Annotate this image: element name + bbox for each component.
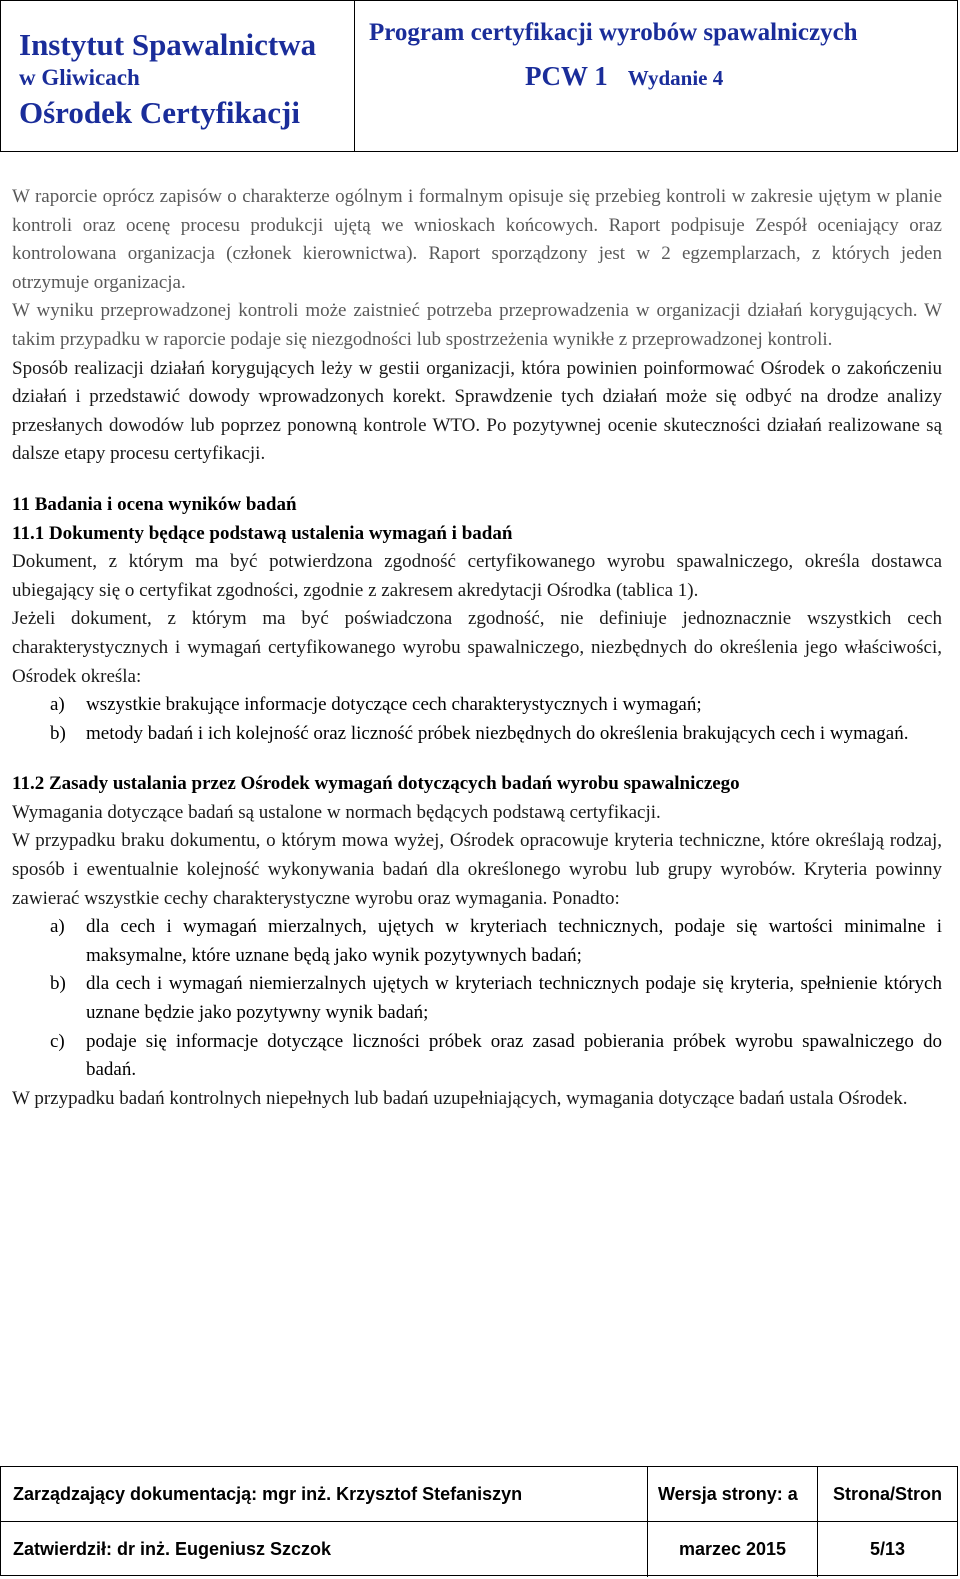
- certification-center-name: Ośrodek Certyfikacji: [19, 95, 300, 130]
- section-spacer: [12, 469, 942, 491]
- program-code-row: [525, 61, 957, 92]
- paragraph-document-basis: Dokument, z którym ma być potwierdzona zgodność certyfikowanego wyrobu spawalniczego, określa dostawca ubiegający się o certyfikat zgodności, zgodnie z zakresem akredytacji Ośrodka (tablica 1).: [12, 551, 942, 601]
- list-item-text: dla cech i wymagań mierzalnych, ujętych w kryteriach technicznych, podaje się wartości minimalne i maksymalne, które uznane będą jako wynik pozytywnych badań;: [86, 916, 942, 966]
- list-item: [12, 691, 942, 720]
- list-item-marker: c): [50, 1030, 65, 1052]
- document-footer: [0, 1466, 958, 1576]
- institute-block: [1, 1, 355, 151]
- paragraph-missing-definition: Jeżeli dokument, z którym ma być poświadczona zgodność, nie definiuje jednoznacznie wszystkich cech charakterystycznych i wymagań certyfikowanego wyrobu spawalniczego, niezbędnych do określenia jego właściwości, Ośrodek określa:: [12, 608, 942, 687]
- criteria-list: [12, 913, 942, 1085]
- list-item: [12, 1028, 942, 1085]
- list-item: [12, 970, 942, 1027]
- section-11-heading: 11 Badania i ocena wyników badań: [12, 493, 297, 515]
- date-cell: marzec 2015: [647, 1522, 817, 1577]
- list-item: [12, 720, 942, 749]
- program-title: Program certyfikacji wyrobów spawalniczych: [369, 19, 858, 46]
- section-spacer: [12, 748, 942, 770]
- document-body: [12, 183, 942, 1113]
- doc-manager-cell: Zarządzający dokumentacją: mgr inż. Krzysztof Stefaniszyn: [13, 1483, 523, 1504]
- paragraph-technical-criteria: W przypadku braku dokumentu, o którym mowa wyżej, Ośrodek opracowuje kryteria techniczne, które określają rodzaj, sposób i ewentualnie kolejność wykonywania badań dla określonego wyrobu lub grupy wyrobów. Kryteria powinny zawierać wszystkie cechy charakterystyczne wyrobu oraz wymagania. Ponadto:: [12, 830, 942, 909]
- list-item-text: podaje się informacje dotyczące liczności próbek oraz zasad pobierania próbek wyrobu spawalniczego do badań.: [86, 1030, 942, 1081]
- list-item-text: wszystkie brakujące informacje dotyczące cech charakterystycznych i wymagań;: [86, 694, 702, 716]
- gray-paragraph-block: [12, 183, 942, 355]
- paragraph-control-tests: W przypadku badań kontrolnych niepełnych lub badań uzupełniających, wymagania dotyczące badań ustala Ośrodek.: [12, 1087, 908, 1109]
- footer-row-bottom: [1, 1522, 957, 1577]
- paragraph-requirements-standards: Wymagania dotyczące badań są ustalone w normach będących podstawą certyfikacji.: [12, 801, 661, 823]
- list-item: [12, 913, 942, 970]
- page-version-cell: Wersja strony: a: [647, 1467, 817, 1521]
- footer-row-top: [1, 1467, 957, 1522]
- list-item-marker: a): [50, 694, 65, 716]
- determination-list: [12, 691, 942, 748]
- list-item-text: dla cech i wymagań niemierzalnych ujętych w kryteriach technicznych podaje się kryteria, spełnienie których uznane będzie jako pozytywny wynik badań;: [86, 973, 942, 1024]
- paragraph-report-content: W raporcie oprócz zapisów o charakterze ogólnym i formalnym opisuje się przebieg kontroli w zakresie ujętym w planie kontroli oraz ocenę procesu produkcji ujętą we wnioskach końcowych. Raport podpisuje Zespół oceniający oraz kontrolowana organizacja (członek kierownictwa). Raport sporządzony jest w 2 egzemplarzach, z których jeden otrzymuje organizacja.: [12, 186, 942, 293]
- program-block: [355, 1, 957, 151]
- institute-name: Instytut Spawalnictwa: [19, 27, 317, 62]
- page-label-cell: Strona/Stron: [817, 1467, 957, 1521]
- document-header: [0, 0, 958, 152]
- program-edition: Wydanie 4: [627, 66, 724, 90]
- institute-city: w Gliwicach: [19, 65, 140, 90]
- paragraph-corrective-actions: W wyniku przeprowadzonej kontroli może zaistnieć potrzeba przeprowadzenia w organizacji działań korygujących. W takim przypadku w raporcie podaje się niezgodności lub spostrzeżenia wynikłe z przeprowadzonej kontroli.: [12, 300, 942, 350]
- approved-by-cell: Zatwierdził: dr inż. Eugeniusz Szczok: [13, 1539, 332, 1559]
- list-item-marker: a): [50, 916, 65, 938]
- section-11-1-heading: 11.1 Dokumenty będące podstawą ustalenia wymagań i badań: [12, 522, 513, 544]
- paragraph-corrective-implementation: Sposób realizacji działań korygujących leży w gestii organizacji, która powinien poinformować Ośrodek o zakończeniu działań i przedstawić dowody wprowadzonych korekt. Sprawdzenie tych działań może się odbyć na drodze analizy przesłanych dowodów lub poprzez ponowną kontrole WTO. Po pozytywnej ocenie skuteczności działań realizowane są dalsze etapy procesu certyfikacji.: [12, 357, 942, 465]
- section-11-2-heading: 11.2 Zasady ustalania przez Ośrodek wymagań dotyczących badań wyrobu spawalniczego: [12, 773, 740, 795]
- section-11-2-body: [12, 799, 942, 1114]
- section-11-1-body: [12, 548, 942, 748]
- page-number-cell: 5/13: [817, 1522, 957, 1577]
- list-item-text: metody badań i ich kolejność oraz liczność próbek niezbędnych do określenia brakujących cech i wymagań.: [86, 722, 909, 744]
- program-code: PCW 1: [525, 61, 608, 91]
- dark-paragraph-block: [12, 355, 942, 469]
- list-item-marker: b): [50, 973, 66, 995]
- list-item-marker: b): [50, 722, 66, 744]
